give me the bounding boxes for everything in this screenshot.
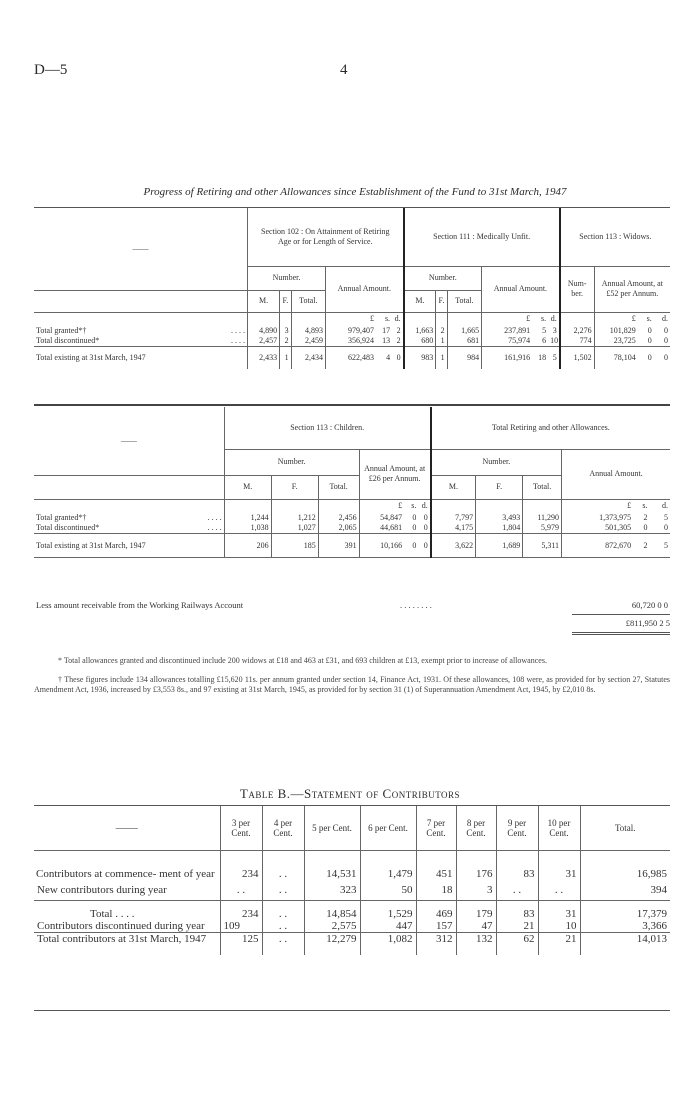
cell: 234 [220, 900, 262, 920]
total-heading: Total. [318, 475, 359, 499]
cell: 101,829 [609, 326, 636, 335]
row-label: New contributors during year [34, 880, 220, 900]
table-row [34, 880, 670, 900]
cell: 0 [418, 513, 430, 523]
section-113-widows-heading: Section 113 : Widows. [560, 208, 670, 266]
col-heading: 10 per Cent. [538, 806, 580, 850]
table-row [34, 933, 670, 946]
cell: 681 [447, 336, 481, 347]
footnote-1: * Total allowances granted and discontinued include 200 widows at £18 and 463 at £31, and 693 children at £13, exempt prior to increase of allowances. [58, 656, 547, 665]
cell: 16,985 [636, 868, 667, 880]
cell: 447 [360, 920, 416, 933]
cell: 83 [496, 900, 538, 920]
cell: 18 [416, 880, 456, 900]
dot-leader: . . . . [207, 513, 222, 522]
table-b [34, 806, 670, 955]
cell: 2 [392, 336, 404, 347]
cell: 451 [416, 868, 456, 880]
cell: 0 [664, 326, 668, 335]
cell: 2,276 [560, 326, 594, 336]
cell: 3 [548, 326, 560, 336]
table-b-title: Table B.—Statement of Contributors [239, 786, 461, 801]
footnote-2: † These figures include 134 allowances totalling £15,620 11s. per annum granted under section 14, Finance Act, 1931. Of these allowances, 108 were, as provided for by section 27, Statutes Amendment Act, 1936, increased by £3,553 8s., and 97 existing at 31st March, 1945, as provided for by section 31 (1) of Superannuation Amendment Act, 1945, by £2,010 8s. [34, 675, 670, 694]
cell: 4,893 [291, 326, 325, 336]
col-heading: 5 per Cent. [304, 806, 360, 850]
cell: 680 [404, 336, 436, 347]
cell: 2,456 [318, 513, 359, 523]
cell: . . [262, 933, 304, 946]
cell: 1 [280, 347, 291, 369]
cell: . . [262, 920, 304, 933]
total-heading: Total. [291, 290, 325, 312]
cell: 132 [456, 933, 496, 946]
cell: 125 [220, 933, 262, 946]
m-heading: M. [431, 475, 476, 499]
cell: 13 [376, 336, 392, 347]
col-heading: Total. [580, 806, 670, 850]
cell: 2,065 [318, 523, 359, 534]
row-label: Total granted*† [36, 326, 87, 335]
cell: 323 [304, 880, 360, 900]
cell: 7,797 [431, 513, 476, 523]
cell: 14,854 [304, 900, 360, 920]
cell: 1,027 [271, 523, 318, 534]
less-amount-value: 60,720 0 0 [631, 600, 668, 610]
number-heading: Number. [431, 449, 562, 475]
cell: 11,290 [523, 513, 562, 523]
annual-amount-heading: Annual Amount. [482, 266, 560, 312]
cell: 10 [538, 920, 580, 933]
num-ber-heading: Num- ber. [560, 266, 594, 312]
row-label: Total granted*† [36, 513, 87, 522]
stub-dash: —— [34, 208, 247, 290]
cell: 0 [418, 534, 430, 558]
cell: 979,407 [348, 326, 374, 335]
cell: 31 [538, 900, 580, 920]
cell: 50 [360, 880, 416, 900]
row-total-granted [34, 326, 670, 336]
cell: . . [262, 900, 304, 920]
cell: 1,804 [476, 523, 523, 534]
cell: 356,924 [326, 336, 377, 347]
cell: 2,575 [304, 920, 360, 933]
cell: 0 [412, 513, 417, 522]
cell: 44,681 [359, 523, 404, 534]
row-label: Total existing at 31st March, 1947 [36, 540, 146, 550]
cell: 83 [496, 868, 538, 880]
cell: 394 [580, 880, 670, 900]
cell: 237,891 [504, 326, 531, 335]
cell: 0 [647, 326, 652, 335]
annual-52-heading: Annual Amount, at £52 per Annum. [594, 266, 670, 312]
cell: 2,457 [247, 336, 279, 347]
page-number: 4 [340, 62, 348, 78]
annual-26-heading: Annual Amount, at £26 per Annum. [359, 449, 431, 499]
cell: 234 [220, 868, 262, 880]
cell: 78,104 [613, 352, 636, 362]
cell: 872,670 [562, 534, 634, 558]
row-total-discontinued [34, 523, 670, 534]
cell: 0 [633, 523, 649, 534]
cell: 0 [404, 523, 418, 534]
net-total: £811,950 2 5 [625, 618, 670, 628]
cell: 1,212 [271, 513, 318, 523]
cell: 1,663 [404, 326, 436, 336]
m-heading: M. [247, 290, 279, 312]
cell: 0 [647, 352, 652, 362]
cell: 2 [643, 513, 648, 522]
cell: 1,689 [476, 534, 523, 558]
col-heading: 7 per Cent. [416, 806, 456, 850]
col-heading: 6 per Cent. [360, 806, 416, 850]
stub-dash: —— [34, 806, 220, 850]
cell: 179 [456, 900, 496, 920]
cell: 17 [382, 326, 391, 335]
less-amount-label: Less amount receivable from the Working Railways Account [36, 600, 244, 610]
cell: . . [262, 880, 304, 900]
row-label: Contributors at commence- ment of year [34, 868, 220, 880]
cell: 983 [404, 347, 436, 369]
row-label: Contributors discontinued during year [34, 920, 220, 933]
cell: 21 [496, 920, 538, 933]
total-allowances-heading: Total Retiring and other Allowances. [431, 407, 670, 449]
row-total-existing [34, 534, 670, 558]
cell: . . [538, 880, 580, 900]
cell: 62 [496, 933, 538, 946]
m-heading: M. [224, 475, 271, 499]
row-label: Total existing at 31st March, 1947 [36, 352, 146, 362]
cell: 3,366 [580, 920, 670, 933]
cell: 0 [664, 352, 668, 362]
cell: 5 [548, 347, 560, 369]
cell: 0 [649, 523, 670, 534]
cell: 2 [280, 336, 291, 347]
cell: 391 [318, 534, 359, 558]
number-heading: Number. [404, 266, 482, 290]
cell: 5 [664, 513, 668, 522]
cell: 14,531 [304, 868, 360, 880]
cell: . . [262, 868, 304, 880]
cell: 157 [416, 920, 456, 933]
cell: . . [220, 880, 262, 900]
dot-leader: . . . . . . . . [400, 600, 432, 610]
section-111-heading: Section 111 : Medically Unfit. [404, 208, 560, 266]
cell: 622,483 [348, 352, 374, 362]
less-amount-line [36, 600, 670, 610]
table-row [34, 868, 670, 880]
cell: 1,529 [360, 900, 416, 920]
cell: 0 [638, 336, 654, 347]
progress-table-2: —— Section 113 : Children. Total Retiring and other Allowances. Number. Annual Amount, at £26 per Annum. Number. Annual Amount. M. F. Total. M. F. Total. £ s. d. £ s. d. Total granted*† . . . . 1,244 1,212 2,456 54,847 0 0 7,797 3,493 11,290 1,373,975 2 5 Total discontinued* . . . . 1,038 1,027 2,065 44,681 0 0 4,175 1,804 5,979 501,305 0 0 Total existing at 31st March, 1947 206 185 391 10,166 0 0 3,622 1,689 5,311 872,670 2 5 [34, 407, 670, 558]
rule [34, 404, 670, 406]
cell: 185 [271, 534, 318, 558]
total-heading: Total. [523, 475, 562, 499]
cell: 1,038 [224, 523, 271, 534]
rule [34, 1010, 670, 1011]
cell: 10 [550, 336, 559, 345]
cell: 206 [224, 534, 271, 558]
cell: 4 [386, 352, 391, 362]
number-heading: Number. [224, 449, 359, 475]
cell: 12,279 [304, 933, 360, 946]
stub-dash: —— [34, 407, 224, 475]
cell: 2,459 [291, 336, 325, 347]
cell: 5,311 [523, 534, 562, 558]
cell: 5 [542, 326, 547, 335]
cell: 6 [532, 336, 548, 347]
page-code: D—5 [34, 62, 68, 78]
cell: 17,379 [636, 908, 667, 920]
table-row [34, 920, 670, 933]
progress-title: Progress of Retiring and other Allowances since Establishment of the Fund to 31st March, 1947 [143, 186, 567, 198]
progress-table-1: —— Section 102 : On Attainment of Retiring Age or for Length of Service. Section 111 : Medically Unfit. Section 113 : Widows. Number. Annual Amount. Number. Annual Amount. Num- ber. Annual Amount, at £52 per Annum. M. F. Total. M. F. Total. £ s. d. £ s. d. £ s. d. Total granted*† . . . . 4,890 3 4,893 979,407 17 2 1,663 2 1,665 237,891 5 3 2,276 101,829 0 0 Total discontinued* . . . . 2,457 2 2,459 356,924 13 2 680 1 681 75,974 6 10 774 23,725 0 0 Total existing at 31st March, 1947 2,433 1 2,434 622,483 4 0 983 1 984 161,916 18 5 1,502 78,104 0 0 [34, 208, 670, 369]
cell: 2,434 [291, 347, 325, 369]
row-total-existing [34, 347, 670, 369]
cell: 3 [280, 326, 291, 336]
cell: 3,493 [476, 513, 523, 523]
cell: 774 [560, 336, 594, 347]
cell: . . [496, 880, 538, 900]
cell: 2 [633, 534, 649, 558]
cell: 2 [436, 326, 447, 336]
row-label: Total discontinued* [36, 523, 100, 532]
cell: 0 [654, 336, 670, 347]
cell: 469 [416, 900, 456, 920]
cell: 161,916 [504, 352, 531, 362]
row-label: Total discontinued* [36, 336, 100, 345]
annual-amount-heading: Annual Amount. [562, 449, 670, 499]
rule [572, 614, 670, 615]
section-113-children-heading: Section 113 : Children. [224, 407, 431, 449]
cell: 23,725 [594, 336, 638, 347]
cell: 0 [404, 534, 418, 558]
cell: 31 [538, 868, 580, 880]
cell: 1,479 [360, 868, 416, 880]
cell: 984 [447, 347, 481, 369]
row-total-granted [34, 513, 670, 523]
col-heading: 9 per Cent. [496, 806, 538, 850]
col-heading: 3 per Cent. [220, 806, 262, 850]
row-label: Total contributors at 31st March, 1947 [34, 933, 220, 946]
m-heading: M. [404, 290, 436, 312]
cell: 54,847 [380, 513, 403, 522]
cell: 18 [538, 352, 547, 362]
cell: 501,305 [562, 523, 634, 534]
table-row [34, 900, 670, 920]
dot-leader: . . . . [207, 523, 222, 532]
cell: 3,622 [431, 534, 476, 558]
cell: 1,502 [560, 347, 594, 369]
cell: 1 [436, 336, 447, 347]
rule [572, 632, 670, 635]
col-heading: 8 per Cent. [456, 806, 496, 850]
cell: 1 [436, 347, 447, 369]
row-total-discontinued [34, 336, 670, 347]
cell: 10,166 [359, 534, 404, 558]
section-102-heading: Section 102 : On Attainment of Retiring Age or for Length of Service. [247, 208, 403, 266]
cell: 312 [416, 933, 456, 946]
row-label: Total . . . . [34, 900, 220, 920]
cell: 2,433 [247, 347, 279, 369]
cell: 21 [538, 933, 580, 946]
cell: 14,013 [636, 933, 667, 945]
dot-leader: . . . . [230, 326, 245, 335]
col-heading: 4 per Cent. [262, 806, 304, 850]
cell: 47 [456, 920, 496, 933]
cell: 1,244 [224, 513, 271, 523]
dot-leader: . . . . [230, 336, 245, 345]
cell: 1,665 [447, 326, 481, 336]
cell: 4,890 [247, 326, 279, 336]
cell: 5 [649, 534, 670, 558]
cell: 1,373,975 [599, 513, 632, 522]
cell: 109 [220, 920, 262, 933]
cell: 0 [418, 523, 430, 534]
cell: 5,979 [523, 523, 562, 534]
cell: 3 [456, 880, 496, 900]
cell: 0 [392, 347, 404, 369]
annual-amount-heading: Annual Amount. [326, 266, 404, 312]
cell: 2 [392, 326, 404, 336]
cell: 1,082 [360, 933, 416, 946]
cell: 75,974 [482, 336, 533, 347]
cell: 176 [456, 868, 496, 880]
cell: 4,175 [431, 523, 476, 534]
total-heading: Total. [447, 290, 481, 312]
number-heading: Number. [247, 266, 325, 290]
